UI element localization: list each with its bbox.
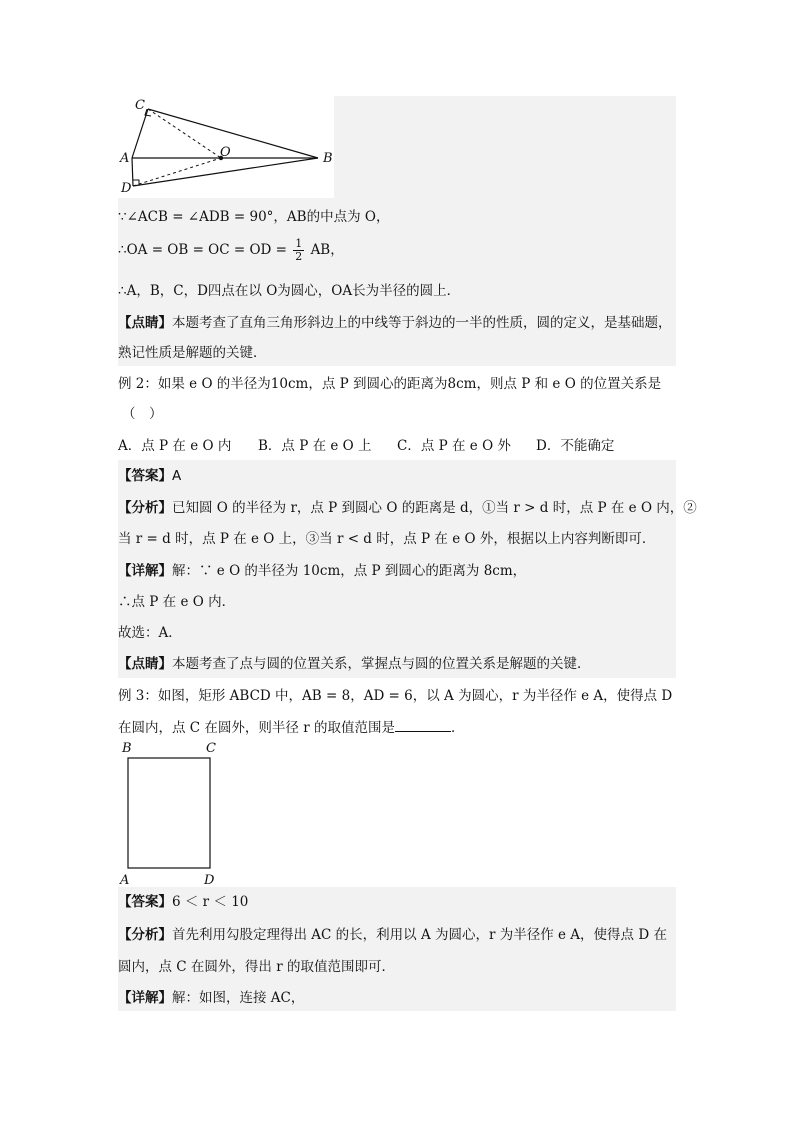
analysis-2-line-1 <box>118 498 697 518</box>
figure-quadrilateral-acbd <box>118 96 334 198</box>
example-3-question-1: 例 3：如图，矩形 ABCD 中，AB = 8，AD = 6，以 A 为圆心，r 为半径作 e A，使得点 D <box>118 688 673 704</box>
answer-tag: 【答案】 <box>118 468 172 484</box>
option-d: D．不能确定 <box>536 438 615 454</box>
analysis-tag: 【分析】 <box>118 927 172 943</box>
dianjing-1 <box>118 313 672 333</box>
detail-text: 解：如图，连接 AC， <box>172 990 305 1006</box>
rectangle-abcd <box>128 758 210 868</box>
label-b: B <box>323 151 333 166</box>
label-c: C <box>135 98 145 113</box>
proof-line-1: ∵∠ACB = ∠ADB = 90°，AB的中点为 O， <box>118 209 390 225</box>
analysis-text: 已知圆 O 的半径为 r，点 P 到圆心 O 的距离是 d，①当 r > d 时，点 P 在 e O 内，② <box>172 500 697 516</box>
fraction-half <box>293 238 304 263</box>
answer-tag: 【答案】 <box>118 894 172 910</box>
example-3-question-2 <box>118 717 464 738</box>
label-o: O <box>220 145 231 160</box>
option-b: B．点 P 在 e O 上 <box>258 438 372 454</box>
detail-tag: 【详解】 <box>118 990 172 1006</box>
detail-2-line-1 <box>118 561 526 581</box>
answer-value: 6 ＜ r ＜ 10 <box>172 894 249 910</box>
answer-2 <box>118 466 181 486</box>
analysis-3-line-1 <box>118 925 667 945</box>
detail-3 <box>118 988 304 1008</box>
example-3-question-2-end: ． <box>450 720 465 736</box>
dianjing-2 <box>118 654 591 674</box>
dianjing-tag: 【点睛】 <box>118 315 172 331</box>
proof-line-2 <box>118 236 344 264</box>
analysis-tag: 【分析】 <box>118 500 172 516</box>
label-b: B <box>122 741 132 756</box>
label-d: D <box>204 873 215 888</box>
fraction-denominator: 2 <box>295 250 303 263</box>
example-2-paren: （ ） <box>122 406 163 422</box>
example-2-question: 例 2：如果 e O 的半径为10cm，点 P 到圆心的距离为8cm，则点 P 和 e O 的位置关系是 <box>118 376 662 392</box>
answer-3 <box>118 892 248 912</box>
analysis-3-line-2: 圆内，点 C 在圆外，得出 r 的取值范围即可． <box>118 959 395 975</box>
answer-value: A <box>172 468 182 484</box>
dianjing-text: 本题考查了直角三角形斜边上的中线等于斜边的一半的性质，圆的定义，是基础题， <box>172 315 672 331</box>
detail-2-line-2: ∴点 P 在 e O 内． <box>118 594 236 610</box>
label-c: C <box>206 741 216 756</box>
fraction-numerator: 1 <box>295 237 303 250</box>
proof-line-2-prefix: ∴OA = OB = OC = OD = <box>118 242 287 258</box>
detail-text: 解：∵ e O 的半径为 10cm，点 P 到圆心的距离为 8cm， <box>172 563 527 579</box>
dianjing-1-cont: 熟记性质是解题的关键． <box>118 345 267 361</box>
detail-tag: 【详解】 <box>118 563 172 579</box>
label-a: A <box>120 151 130 166</box>
analysis-2-line-2: 当 r = d 时，点 P 在 e O 上，③当 r < d 时，点 P 在 e O 外，根据以上内容判断即可． <box>118 531 656 547</box>
label-d: D <box>121 181 132 196</box>
detail-2-line-3: 故选：A． <box>118 625 182 641</box>
figure-rectangle-abcd <box>118 738 228 888</box>
dianjing-text: 本题考查了点与圆的位置关系，掌握点与圆的位置关系是解题的关键． <box>172 656 591 672</box>
example-3-question-2-text: 在圆内，点 C 在圆外，则半径 r 的取值范围是 <box>118 720 395 736</box>
proof-line-3: ∴A，B，C，D四点在以 O为圆心，OA长为半径的圆上． <box>118 283 461 299</box>
option-c: C．点 P 在 e O 外 <box>397 438 511 454</box>
answer-blank <box>395 717 451 732</box>
analysis-text: 首先利用勾股定理得出 AC 的长，利用以 A 为圆心，r 为半径作 e A，使得点 D 在 <box>172 927 667 943</box>
label-a: A <box>120 873 130 888</box>
proof-line-2-suffix: AB， <box>310 242 344 258</box>
dianjing-tag: 【点睛】 <box>118 656 172 672</box>
option-a: A．点 P 在 e O 内 <box>118 438 232 454</box>
